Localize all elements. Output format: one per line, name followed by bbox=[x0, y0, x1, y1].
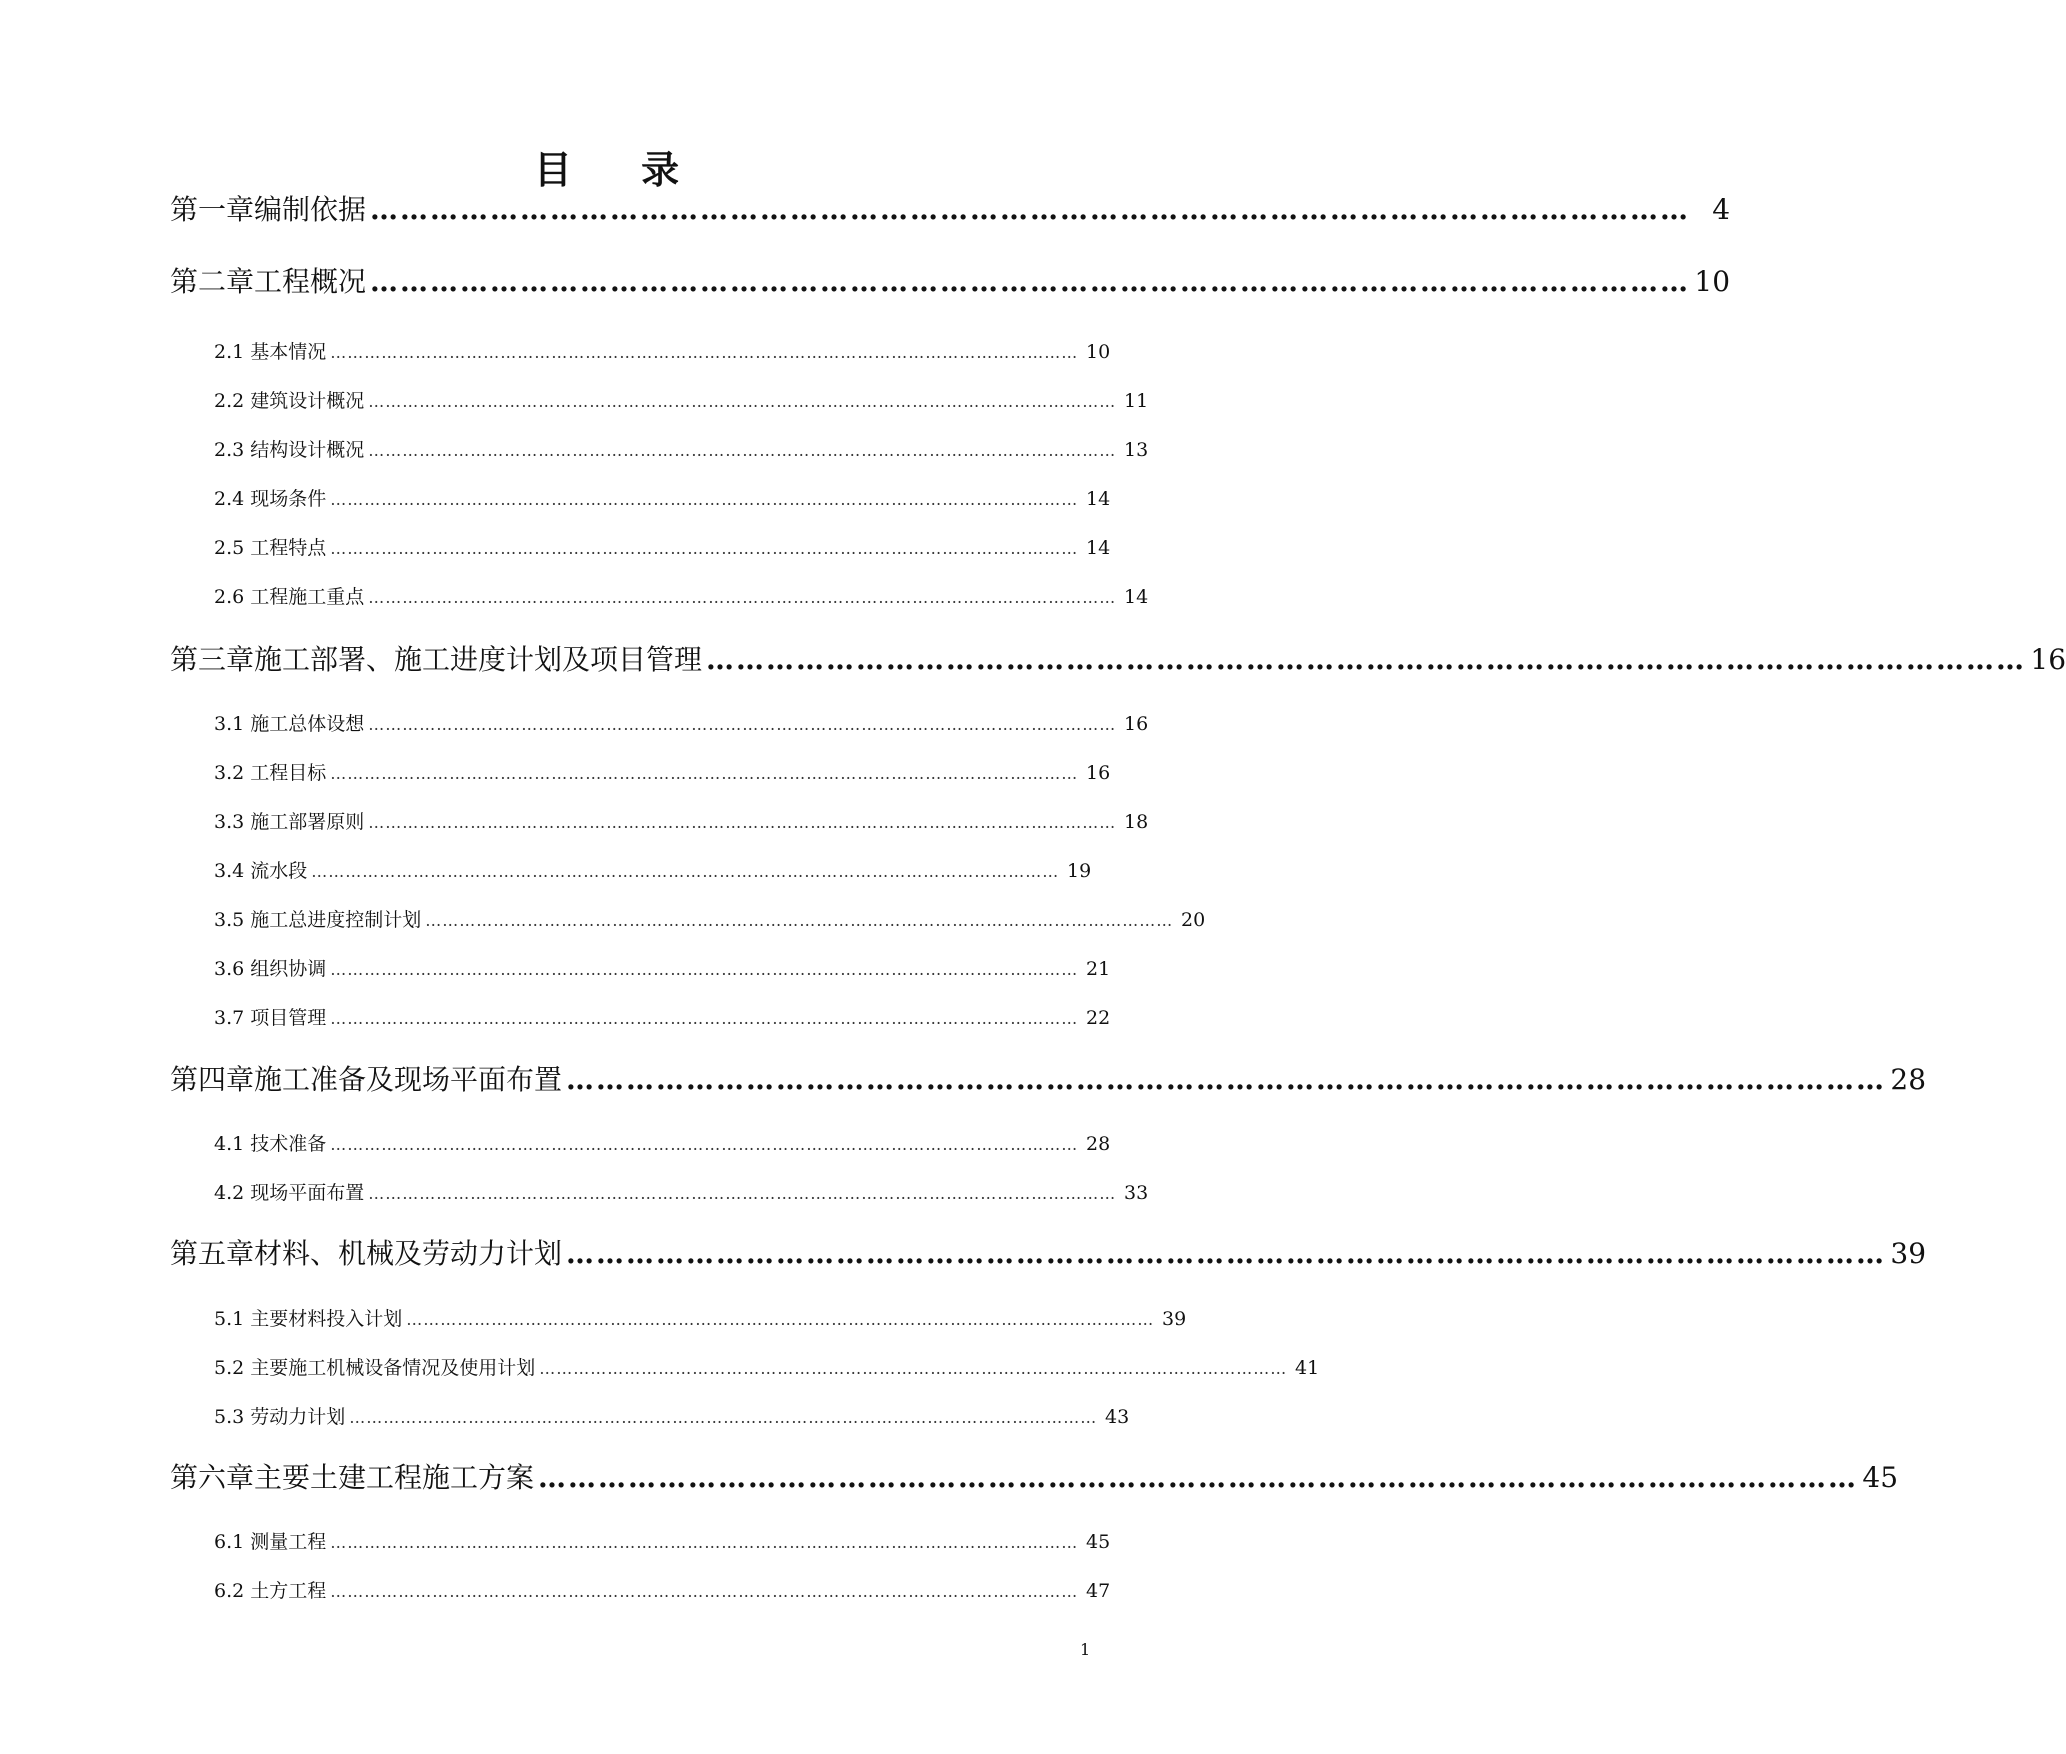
toc-dot-leader: …………………………………………………………………………………………………………………… bbox=[566, 1063, 1887, 1096]
toc-section-entry[interactable] bbox=[214, 1128, 1111, 1161]
toc-entry-label: 结构设计概况 bbox=[250, 439, 365, 461]
toc-entry-label: 施工部署原则 bbox=[250, 811, 365, 833]
toc-entry-label: 工程目标 bbox=[250, 762, 327, 784]
toc-entry-label: 施工总进度控制计划 bbox=[250, 909, 422, 931]
toc-dot-leader: …………………………………………………………………………………………………………………… bbox=[368, 715, 1117, 734]
toc-entry-number: 2.3 bbox=[214, 439, 245, 461]
toc-entry-label: 技术准备 bbox=[250, 1133, 327, 1155]
toc-entry-label: 基本情况 bbox=[250, 341, 327, 363]
toc-entry-page: 20 bbox=[1181, 909, 1206, 931]
toc-chapter-entry[interactable] bbox=[170, 260, 1731, 304]
toc-entry-number: 6.2 bbox=[214, 1580, 245, 1602]
toc-section-entry[interactable] bbox=[214, 532, 1111, 565]
toc-entry-page: 13 bbox=[1124, 439, 1149, 461]
toc-entry-label: 施工总体设想 bbox=[250, 713, 365, 735]
toc-entry-number: 5.3 bbox=[214, 1406, 245, 1428]
toc-entry-label: 土方工程 bbox=[250, 1580, 327, 1602]
toc-entry-page: 16 bbox=[2030, 643, 2066, 676]
toc-entry-label: 材料、机械及劳动力计划 bbox=[254, 1237, 563, 1270]
toc-entry-label: 主要施工机械设备情况及使用计划 bbox=[250, 1357, 536, 1379]
toc-entry-label: 工程概况 bbox=[254, 265, 367, 298]
toc-entry-number: 2.4 bbox=[214, 488, 245, 510]
page-number: 1 bbox=[1080, 1640, 1091, 1659]
toc-entry-page: 41 bbox=[1295, 1357, 1320, 1379]
toc-entry-number: 5.1 bbox=[214, 1308, 245, 1330]
page-title: 目 录 bbox=[533, 147, 708, 192]
toc-entry-label: 主要土建工程施工方案 bbox=[254, 1461, 535, 1494]
toc-dot-leader: …………………………………………………………………………………………………………………… bbox=[330, 1135, 1079, 1154]
toc-dot-leader: …………………………………………………………………………………………………………………… bbox=[370, 265, 1691, 298]
toc-chapter-entry[interactable] bbox=[170, 1232, 1927, 1276]
toc-entry-label: 组织协调 bbox=[250, 958, 327, 980]
toc-entry-page: 14 bbox=[1086, 488, 1111, 510]
toc-dot-leader: …………………………………………………………………………………………………………………… bbox=[330, 343, 1079, 362]
toc-entry-page: 16 bbox=[1124, 713, 1149, 735]
toc-entry-label: 项目管理 bbox=[250, 1007, 327, 1029]
toc-entry-page: 14 bbox=[1124, 586, 1149, 608]
toc-section-entry[interactable] bbox=[214, 1575, 1111, 1608]
toc-dot-leader: …………………………………………………………………………………………………………………… bbox=[330, 490, 1079, 509]
toc-entry-page: 39 bbox=[1890, 1237, 1927, 1270]
toc-dot-leader: …………………………………………………………………………………………………………………… bbox=[349, 1408, 1098, 1427]
toc-entry-page: 10 bbox=[1694, 265, 1731, 298]
toc-entry-number: 3.5 bbox=[214, 909, 245, 931]
toc-entry-page: 14 bbox=[1086, 537, 1111, 559]
toc-entry-page: 18 bbox=[1124, 811, 1149, 833]
toc-entry-page: 19 bbox=[1067, 860, 1092, 882]
toc-entry-number: 第一章 bbox=[170, 193, 255, 226]
toc-entry-label: 建筑设计概况 bbox=[250, 390, 365, 412]
toc-section-entry[interactable] bbox=[214, 757, 1111, 790]
toc-entry-number: 第六章 bbox=[170, 1461, 255, 1494]
toc-dot-leader: …………………………………………………………………………………………………………………… bbox=[368, 1184, 1117, 1203]
toc-section-entry[interactable] bbox=[214, 336, 1111, 369]
toc-chapter-entry[interactable] bbox=[170, 1058, 1927, 1102]
toc-entry-number: 3.1 bbox=[214, 713, 245, 735]
toc-dot-leader: …………………………………………………………………………………………………………………… bbox=[330, 764, 1079, 783]
toc-entry-number: 第五章 bbox=[170, 1237, 255, 1270]
toc-entry-number: 6.1 bbox=[214, 1531, 245, 1553]
toc-dot-leader: …………………………………………………………………………………………………………………… bbox=[368, 441, 1117, 460]
toc-entry-number: 第三章 bbox=[170, 643, 255, 676]
toc-section-entry[interactable] bbox=[214, 806, 1149, 839]
toc-section-entry[interactable] bbox=[214, 385, 1149, 418]
toc-section-entry[interactable] bbox=[214, 434, 1149, 467]
toc-entry-label: 施工部署、施工进度计划及项目管理 bbox=[254, 643, 703, 676]
toc-section-entry[interactable] bbox=[214, 1352, 1320, 1385]
toc-entry-number: 第四章 bbox=[170, 1063, 255, 1096]
toc-dot-leader: …………………………………………………………………………………………………………………… bbox=[311, 862, 1060, 881]
toc-dot-leader: …………………………………………………………………………………………………………………… bbox=[370, 193, 1691, 226]
toc-dot-leader: …………………………………………………………………………………………………………………… bbox=[425, 911, 1174, 930]
toc-entry-number: 2.5 bbox=[214, 537, 245, 559]
toc-entry-number: 4.1 bbox=[214, 1133, 245, 1155]
toc-section-entry[interactable] bbox=[214, 904, 1206, 937]
toc-entry-label: 工程施工重点 bbox=[250, 586, 365, 608]
toc-entry-label: 主要材料投入计划 bbox=[250, 1308, 403, 1330]
toc-dot-leader: …………………………………………………………………………………………………………………… bbox=[538, 1461, 1859, 1494]
toc-entry-page: 43 bbox=[1105, 1406, 1130, 1428]
toc-entry-number: 2.1 bbox=[214, 341, 245, 363]
toc-entry-number: 3.7 bbox=[214, 1007, 245, 1029]
toc-entry-page: 11 bbox=[1124, 390, 1149, 412]
toc-entry-page: 10 bbox=[1086, 341, 1111, 363]
toc-entry-page: 47 bbox=[1086, 1580, 1111, 1602]
toc-dot-leader: …………………………………………………………………………………………………………………… bbox=[330, 1582, 1079, 1601]
toc-entry-page: 21 bbox=[1086, 958, 1111, 980]
toc-entry-label: 劳动力计划 bbox=[250, 1406, 346, 1428]
toc-entry-number: 3.4 bbox=[214, 860, 245, 882]
toc-dot-leader: …………………………………………………………………………………………………………………… bbox=[330, 1009, 1079, 1028]
toc-dot-leader: …………………………………………………………………………………………………………………… bbox=[330, 1533, 1079, 1552]
toc-section-entry[interactable] bbox=[214, 1303, 1187, 1336]
toc-entry-number: 2.6 bbox=[214, 586, 245, 608]
toc-dot-leader: …………………………………………………………………………………………………………………… bbox=[330, 539, 1079, 558]
toc-entry-number: 4.2 bbox=[214, 1182, 245, 1204]
toc-dot-leader: …………………………………………………………………………………………………………………… bbox=[566, 1237, 1887, 1270]
toc-entry-page: 28 bbox=[1890, 1063, 1927, 1096]
toc-chapter-entry[interactable] bbox=[170, 188, 1731, 232]
toc-section-entry[interactable] bbox=[214, 581, 1149, 614]
toc-entry-number: 3.6 bbox=[214, 958, 245, 980]
toc-entry-page: 45 bbox=[1862, 1461, 1899, 1494]
toc-entry-label: 现场条件 bbox=[250, 488, 327, 510]
toc-entry-page: 16 bbox=[1086, 762, 1111, 784]
toc-entry-page: 28 bbox=[1086, 1133, 1111, 1155]
toc-chapter-entry[interactable] bbox=[170, 1456, 1899, 1500]
toc-entry-label: 工程特点 bbox=[250, 537, 327, 559]
toc-dot-leader: …………………………………………………………………………………………………………………… bbox=[368, 813, 1117, 832]
toc-entry-label: 测量工程 bbox=[250, 1531, 327, 1553]
toc-entry-label: 编制依据 bbox=[254, 193, 367, 226]
toc-entry-page: 22 bbox=[1086, 1007, 1111, 1029]
toc-dot-leader: …………………………………………………………………………………………………………………… bbox=[368, 392, 1117, 411]
toc-section-entry[interactable] bbox=[214, 483, 1111, 516]
toc-entry-page: 4 bbox=[1712, 193, 1731, 226]
toc-section-entry[interactable] bbox=[214, 953, 1111, 986]
toc-entry-page: 39 bbox=[1162, 1308, 1187, 1330]
toc-dot-leader: …………………………………………………………………………………………………………………… bbox=[330, 960, 1079, 979]
toc-entry-label: 流水段 bbox=[250, 860, 308, 882]
toc-entry-page: 33 bbox=[1124, 1182, 1149, 1204]
toc-dot-leader: …………………………………………………………………………………………………………………… bbox=[368, 588, 1117, 607]
toc-chapter-entry[interactable] bbox=[170, 638, 2066, 682]
toc-entry-number: 3.2 bbox=[214, 762, 245, 784]
toc-section-entry[interactable] bbox=[214, 1526, 1111, 1559]
toc-section-entry[interactable] bbox=[214, 1002, 1111, 1035]
toc-dot-leader: …………………………………………………………………………………………………………………… bbox=[706, 643, 2027, 676]
toc-entry-number: 5.2 bbox=[214, 1357, 245, 1379]
toc-entry-number: 第二章 bbox=[170, 265, 255, 298]
toc-entry-number: 2.2 bbox=[214, 390, 245, 412]
toc-entry-label: 施工准备及现场平面布置 bbox=[254, 1063, 563, 1096]
toc-section-entry[interactable] bbox=[214, 1177, 1149, 1210]
toc-section-entry[interactable] bbox=[214, 708, 1149, 741]
toc-section-entry[interactable] bbox=[214, 855, 1092, 888]
toc-section-entry[interactable] bbox=[214, 1401, 1130, 1434]
toc-dot-leader: …………………………………………………………………………………………………………………… bbox=[539, 1359, 1288, 1378]
toc-entry-page: 45 bbox=[1086, 1531, 1111, 1553]
toc-dot-leader: …………………………………………………………………………………………………………………… bbox=[406, 1310, 1155, 1329]
toc-entry-number: 3.3 bbox=[214, 811, 245, 833]
toc-entry-label: 现场平面布置 bbox=[250, 1182, 365, 1204]
